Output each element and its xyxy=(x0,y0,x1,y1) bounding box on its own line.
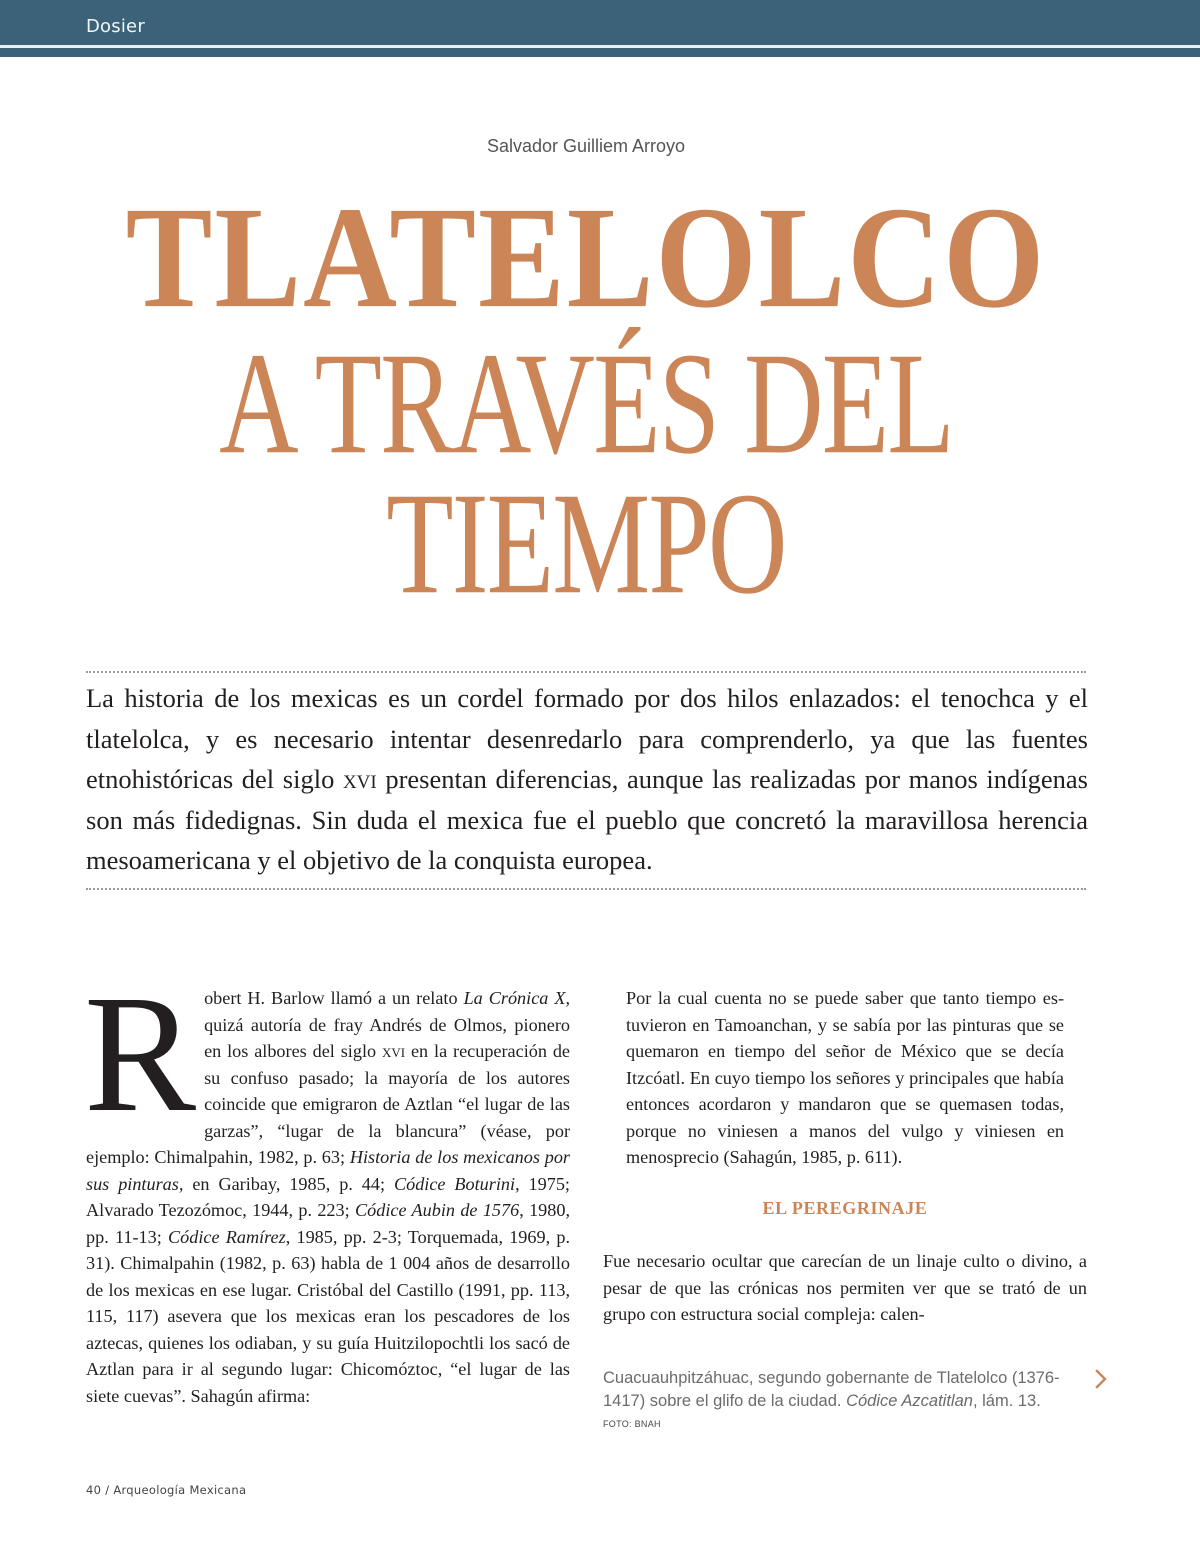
lede-paragraph xyxy=(86,678,1088,881)
drop-cap: R xyxy=(84,961,197,1147)
page-folio: 40 / Arqueología Mexicana xyxy=(86,1483,247,1497)
chevron-right-icon xyxy=(1094,1369,1108,1389)
lede-text-b: presentan diferencias, aunque las realizadas por manos indígenas son más fidedignas. Sin duda el mexica fue el pueblo que concretó la maravillosa herencia mesoamericana y el objetivo de la conquista europea. xyxy=(86,764,1088,875)
photo-credit: FOTO: BNAH xyxy=(603,1419,661,1429)
body-text: en Garibay, 1985, p. 44; xyxy=(183,1173,394,1194)
title-line-2: A TRAVÉS DEL xyxy=(219,322,953,485)
title-line-3: TIEMPO xyxy=(386,462,786,625)
lede-top-rule xyxy=(86,671,1086,673)
body-century-smallcaps: xvi xyxy=(381,1041,406,1061)
body-text: en la recuperación de su confuso pasado; la mayoría de los autores coincide que emigraron de Aztlan “el lugar de las garzas”, “lugar de la blancura” (véase, por ejemplo: Chimalpahin, 1982, p. 63; xyxy=(86,1041,570,1167)
body-italic-title: Códice Ramírez xyxy=(168,1226,286,1247)
caption-text: Cuacuauhpitzáhuac, segundo gobernante de Tlatelolco (1376-1417) sobre el glifo de la ciudad. xyxy=(603,1369,1060,1410)
author-byline: Salvador Guilliem Arroyo xyxy=(486,136,686,156)
image-caption xyxy=(603,1367,1089,1413)
body-italic-title: Códice Boturini xyxy=(393,1173,516,1194)
lede-century-smallcaps: xvi xyxy=(342,764,377,794)
body-text: , 1980, pp. 11-13; xyxy=(86,1200,571,1247)
title-line-1: TLATELOLCO xyxy=(125,177,1047,339)
caption-text: , lám. 13. xyxy=(972,1392,1041,1410)
lede-bottom-rule xyxy=(86,888,1086,890)
body-text: , quizá autoría de fray Andrés de Olmos, pionero en los albores del siglo xyxy=(204,988,570,1061)
body-text: obert H. Barlow llamó a un relato xyxy=(204,988,464,1008)
body-text: , 1985, pp. 2-3; Torquemada, 1969, p. 31). Chimalpahin (1982, p. 63) habla de 1 004 años de desarrollo de los mexicas en ese lugar. Cristóbal del Castillo (1991, pp. 113, 115, 117) asevera que los mexicas eran los pescadores de los aztecas, quienes los odiaban, y su guía Huitzilopochtli los sacó de Aztlan para ir al segundo lugar: Chicomóztoc, “el lugar de las siete cuevas”. Sahagún afirma: xyxy=(86,1226,571,1406)
block-quote: Por la cual cuenta no se puede saber que tanto tiempo estuvieron en Tamoanchan, y se sabía por las pinturas que se quemaron en tiempo del señor de México que se decía Itzcóatl. En cuyo tiempo los señores y principales que había entonces acordaron y mandaron que se quemasen todas, porque no viniesen a manos del vulgo y viniesen en menosprecio (Sahagún, 1985, p. 611). xyxy=(626,988,1064,1167)
body-italic-title: La Crónica X xyxy=(463,988,566,1008)
caption-italic-source: Códice Azcatitlan xyxy=(846,1392,973,1410)
lede-text-a: La historia de los mexicas es un cordel formado por dos hilos enlazados: el tenochca y el tlatelolca, y es necesario intentar desenredarlo para comprenderlo, ya que las fuentes etnohistóricas del siglo xyxy=(86,683,1088,794)
body-italic-title: Códice Aubin de 1576 xyxy=(355,1200,520,1220)
section-header-bar xyxy=(0,0,1200,57)
section-label: Dosier xyxy=(86,16,145,37)
body-italic-title: Historia de los mexicanos por sus pinturas, xyxy=(86,1147,570,1194)
header-divider-line xyxy=(0,45,1200,48)
body-column-right: Fue necesario ocultar que carecían de un linaje culto o divino, a pesar de que las crónicas nos permiten ver que se trató de un grupo con estructura social compleja: calen- xyxy=(603,1251,1087,1324)
body-column-left xyxy=(84,961,571,1409)
body-text: , 1975; Alvarado Tezozómoc, 1944, p. 223; xyxy=(86,1173,570,1220)
section-subheading: EL PEREGRINAJE xyxy=(762,1198,928,1218)
